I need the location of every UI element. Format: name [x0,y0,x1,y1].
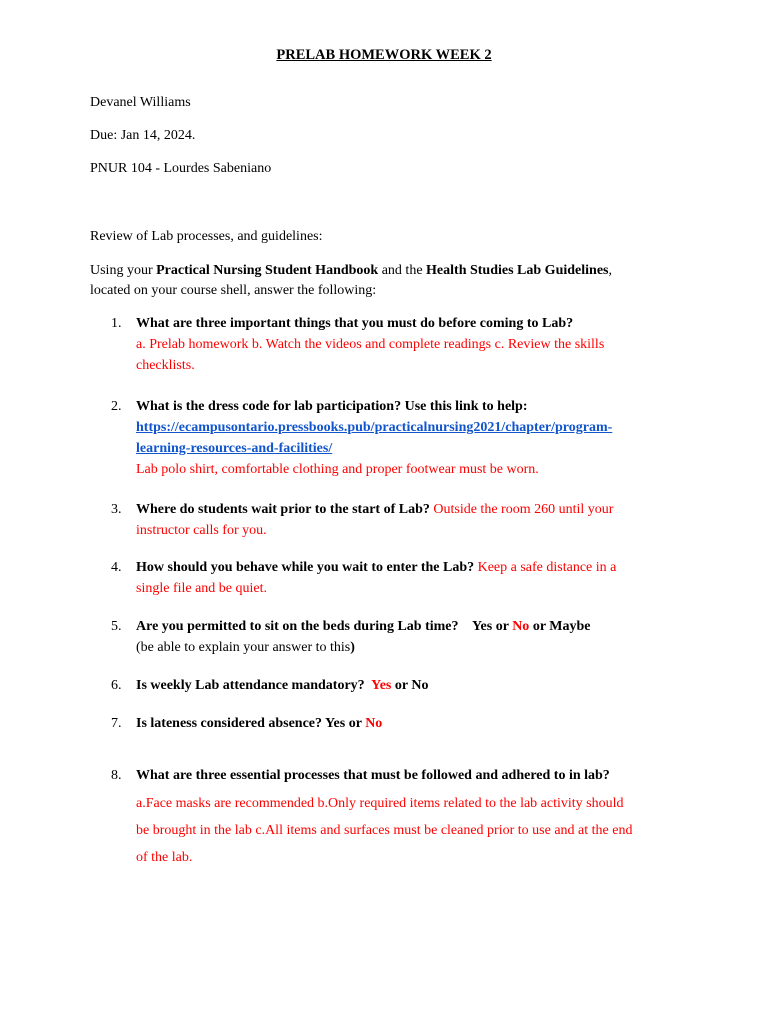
answer-text: Keep a safe distance in a [474,560,617,575]
answer-text: single file and be quiet. [136,581,268,596]
pressbooks-link-continued[interactable]: learning-resources-and-facilities/ [136,441,333,456]
question-body [136,616,696,658]
intro-text: , [608,263,612,278]
answer-text: checklists. [136,358,195,373]
review-heading: Review of Lab processes, and guidelines: [90,229,323,244]
answer-text: Lab polo shirt, comfortable clothing and proper footwear must be worn. [136,462,539,477]
question-body [136,765,696,871]
course-info: PNUR 104 - Lourdes Sabeniano [90,161,272,176]
question-text: Where do students wait prior to the start of Lab? [136,502,430,517]
question-text: What are three essential processes that must be followed and adhered to in lab? [136,768,610,783]
answer-text: No [512,619,530,634]
question-note: (be able to explain your answer to this [136,640,351,655]
question-body [136,499,696,541]
intro-line-1 [90,260,612,281]
question-body [136,313,696,376]
answer-text: instructor calls for you. [136,523,267,538]
question-number: 5. [111,619,122,634]
due-date: Due: Jan 14, 2024. [90,128,196,143]
question-number: 7. [111,716,122,731]
question-text: What are three important things that you must do before coming to Lab? [136,316,574,331]
question-number: 6. [111,678,122,693]
question-text: How should you behave while you wait to enter the Lab? [136,560,475,575]
question-number: 1. [111,316,122,331]
pressbooks-link[interactable]: https://ecampusontario.pressbooks.pub/practicalnursing2021/chapter/program- [136,420,613,435]
student-name: Devanel Williams [90,95,191,110]
question-text: What is the dress code for lab participation? Use this link to help: [136,399,528,414]
answer-text: of the lab. [136,850,193,865]
intro-line-2: located on your course shell, answer the following: [90,283,377,298]
question-text: Is lateness considered absence? Yes or [136,716,366,731]
intro-text: Using your [90,263,157,278]
question-text: Are you permitted to sit on the beds during Lab time? Yes or [136,619,513,634]
answer-text: Outside the room 260 until your [429,502,614,517]
question-body [136,675,696,696]
question-text-tail: or No [391,678,429,693]
question-number: 2. [111,399,122,414]
question-number: 4. [111,560,122,575]
question-number: 8. [111,768,122,783]
intro-text: and the [378,263,427,278]
question-text: Is weekly Lab attendance mandatory? [136,678,372,693]
answer-text: a. Prelab homework b. Watch the videos and complete readings c. Review the skills [136,337,605,352]
answer-text: be brought in the lab c.All items and surfaces must be cleaned prior to use and at the end [136,823,633,838]
question-body [136,557,696,599]
answer-text: a.Face masks are recommended b.Only required items related to the lab activity should [136,796,624,811]
answer-text: Yes [371,678,392,693]
question-text-tail: or Maybe [529,619,591,634]
question-note-end: ) [350,640,355,655]
page-title: PRELAB HOMEWORK WEEK 2 [276,47,492,63]
answer-text: No [365,716,383,731]
handbook-name: Practical Nursing Student Handbook [156,263,379,278]
question-number: 3. [111,502,122,517]
question-body [136,396,696,480]
question-body [136,713,696,734]
guidelines-name: Health Studies Lab Guidelines [426,263,609,278]
